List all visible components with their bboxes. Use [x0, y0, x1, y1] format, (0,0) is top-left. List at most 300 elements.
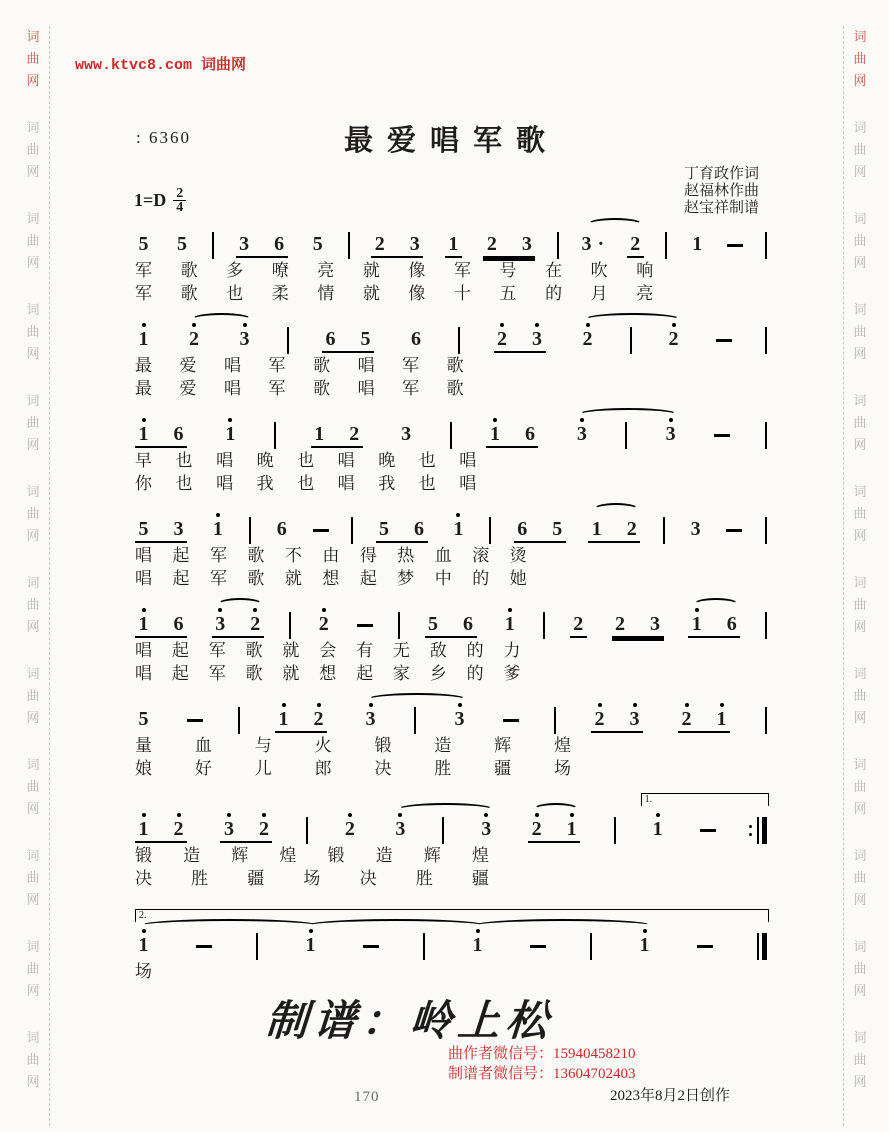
watermark-char: 网	[853, 983, 867, 998]
lyric-char: 唱	[135, 546, 152, 565]
lyric-char: 敌	[429, 641, 447, 660]
note-digit: 1	[225, 423, 236, 445]
credits-block	[684, 166, 759, 217]
note	[399, 414, 414, 446]
note-digit: 1	[138, 613, 149, 635]
note	[714, 699, 729, 731]
transcriber-credit: 赵宝祥制谱	[683, 200, 759, 216]
watermark-char: 曲	[26, 233, 40, 248]
lyric-char: 就	[362, 261, 380, 280]
watermark-char: 网	[26, 528, 40, 543]
dash-note	[714, 414, 730, 437]
lyric-char: 她	[509, 569, 527, 588]
watermark-char: 词	[26, 484, 40, 499]
note	[310, 224, 325, 256]
lyric-char: 爱	[179, 379, 197, 398]
slur-arc	[367, 693, 468, 706]
watermark-char: 曲	[853, 324, 867, 339]
lyric-char: 就	[282, 641, 300, 660]
lyrics-row	[135, 569, 527, 589]
lyric-char: 起	[359, 569, 377, 588]
slur-arc	[191, 313, 253, 326]
dash-note	[700, 809, 716, 832]
slur-arc	[693, 598, 740, 611]
watermark-char: 网	[853, 801, 867, 816]
octave-dot-slot	[142, 604, 146, 613]
lyric-char: 儿	[254, 759, 272, 778]
note	[451, 509, 466, 541]
lyric-char: 歌	[247, 569, 265, 588]
dash-note	[503, 699, 519, 722]
slur-arc	[533, 803, 580, 816]
note	[323, 319, 338, 351]
note	[136, 604, 151, 636]
watermark-group	[853, 572, 866, 638]
watermark-char: 词	[853, 302, 867, 317]
note-group	[315, 604, 332, 636]
lyric-char: 也	[226, 284, 244, 303]
note	[519, 224, 534, 256]
watermark-char: 词	[26, 939, 40, 954]
lyric-char: 歌	[247, 546, 265, 565]
watermark-char: 网	[853, 437, 867, 452]
lyrics-row	[135, 261, 653, 281]
note-digit: 2	[189, 328, 199, 350]
note-digit: 6	[173, 613, 184, 635]
note	[446, 224, 461, 256]
dash-note	[716, 319, 732, 342]
note	[571, 604, 586, 636]
lyric-char: 也	[175, 474, 193, 493]
watermark-char: 曲	[853, 779, 867, 794]
note-digit: 2	[582, 328, 593, 350]
end-barline-single	[765, 232, 767, 259]
catalog-number: : 6360	[136, 128, 191, 147]
barline	[238, 707, 240, 734]
note	[487, 414, 502, 446]
octave-dot-slot	[493, 414, 497, 423]
barline	[423, 933, 425, 960]
note-digit: 5	[552, 518, 563, 540]
note-digit: 2	[531, 818, 542, 840]
lyrics-row	[135, 474, 476, 494]
watermark-char: 曲	[26, 597, 40, 612]
note-digit: 6	[517, 518, 528, 540]
lyric-char: 歌	[313, 356, 331, 375]
lyric-char: 唱	[224, 356, 242, 375]
watermark-char: 曲	[26, 506, 40, 521]
note	[648, 604, 663, 636]
note-digit: 1	[212, 518, 223, 540]
barline	[543, 612, 545, 639]
note-group	[445, 224, 462, 258]
transcriber-wechat: 制谱者微信号：13604702403	[448, 1066, 636, 1082]
lyric-char: 唱	[216, 451, 234, 470]
watermark-group	[853, 1027, 866, 1093]
duration-dash	[716, 339, 732, 342]
lyric-char: 月	[590, 284, 608, 303]
lyric-char: 胜	[434, 759, 452, 778]
key-label: 1=D	[134, 190, 167, 210]
note-group	[371, 224, 423, 258]
notes-row	[135, 910, 767, 959]
watermark-char: 曲	[26, 961, 40, 976]
note-digit: 3	[239, 233, 250, 255]
note	[221, 809, 236, 841]
lyric-char: 无	[392, 641, 410, 660]
lyric-char: 煌	[554, 736, 572, 755]
note-digit: 2	[344, 818, 355, 840]
octave-dot	[142, 323, 146, 327]
note-group	[570, 604, 587, 638]
lyric-char: 也	[297, 474, 315, 493]
note-digit: 1	[489, 423, 500, 445]
note-digit: 2	[250, 613, 261, 635]
watermark-char: 曲	[853, 688, 867, 703]
octave-dot-slot	[685, 699, 689, 708]
lyric-char: 军	[135, 261, 152, 280]
lyric-char: 场	[135, 962, 152, 981]
duration-dash	[697, 945, 713, 948]
note-digit: 1	[504, 613, 515, 635]
lyric-char: 煌	[279, 846, 297, 865]
creation-date: 2023年8月2日创作	[610, 1088, 731, 1104]
watermark-char: 词	[26, 666, 40, 681]
watermark-char: 曲	[26, 415, 40, 430]
slur-arc	[397, 803, 495, 816]
duration-dash	[530, 945, 546, 948]
note	[358, 319, 373, 351]
lyric-char: 也	[418, 474, 436, 493]
note	[690, 224, 705, 256]
watermark-char: 网	[26, 164, 40, 179]
dash-note	[726, 509, 742, 532]
music-systems	[135, 224, 767, 997]
watermark-char: 曲	[853, 597, 867, 612]
note-digit: 6	[524, 423, 535, 445]
music-line	[135, 604, 767, 684]
watermark-char: 曲	[26, 870, 40, 885]
octave-dot	[142, 813, 146, 817]
watermark-left	[21, 26, 50, 1126]
octave-dot-slot	[228, 414, 232, 423]
octave-dot-slot	[508, 604, 512, 613]
meter-denominator: 4	[176, 200, 184, 215]
notes-row	[135, 699, 767, 733]
barline	[348, 232, 350, 259]
lyric-char: 歌	[245, 641, 263, 660]
note	[136, 319, 151, 351]
lyric-char: 疆	[471, 869, 489, 888]
lyric-char: 决	[135, 869, 152, 888]
dash-note	[727, 224, 743, 247]
lyric-char: 军	[209, 569, 227, 588]
watermark-group	[26, 754, 39, 820]
lyric-char: 就	[362, 284, 380, 303]
note-digit: 1	[138, 818, 149, 840]
note-digit: 2	[258, 818, 269, 840]
watermark-char: 词	[853, 29, 867, 44]
dash-note	[313, 509, 329, 532]
music-line	[135, 699, 767, 779]
end-barline-final	[757, 933, 767, 960]
duration-dash	[503, 719, 519, 722]
lyric-char: 唱	[135, 569, 152, 588]
end-barline-single	[765, 517, 767, 544]
duration-dash	[714, 434, 730, 437]
lyric-char: 晚	[256, 451, 274, 470]
note-digit: 2	[497, 328, 507, 350]
octave-dot-slot	[142, 414, 146, 423]
augmentation-dot: ·	[597, 233, 605, 255]
watermark-group	[853, 481, 866, 547]
lyric-char: 疆	[247, 869, 265, 888]
watermark-group	[26, 845, 39, 911]
music-line	[135, 414, 767, 494]
lyric-char: 起	[172, 569, 190, 588]
lyric-char: 军	[209, 546, 227, 565]
note-group	[135, 319, 152, 351]
note-group	[135, 224, 152, 256]
lyric-char: 歌	[446, 379, 464, 398]
note-digit: 1	[278, 708, 289, 730]
lyric-char: 唱	[357, 379, 375, 398]
note-digit: 1	[138, 328, 149, 350]
duration-dash	[363, 945, 379, 948]
watermark-char: 词	[853, 484, 867, 499]
wechat-block	[448, 1044, 636, 1084]
lyrics-row	[135, 846, 489, 866]
note-group	[309, 224, 326, 256]
watermark-char: 词	[853, 1030, 867, 1045]
note-group	[322, 319, 374, 353]
octave-dot-slot	[282, 699, 286, 708]
lyric-char: 不	[284, 546, 302, 565]
lyric-char: 我	[378, 474, 396, 493]
lyric-char: 梦	[397, 569, 415, 588]
watermark-char: 曲	[26, 142, 40, 157]
note	[316, 604, 331, 636]
note	[407, 224, 422, 256]
note	[342, 809, 357, 841]
note-digit: 2	[313, 708, 324, 730]
octave-dot	[177, 813, 181, 817]
watermark-char: 网	[26, 892, 40, 907]
note	[679, 699, 694, 731]
note	[484, 224, 499, 256]
note-digit: 1	[639, 934, 650, 956]
end-barline-single	[765, 612, 767, 639]
watermark-char: 词	[26, 302, 40, 317]
calligraphy-signature: 制谱：岭上松	[264, 999, 556, 1045]
lyric-char: 爹	[503, 664, 521, 683]
lyric-char: 家	[392, 664, 410, 683]
slur-arc	[593, 503, 640, 516]
duration-dash	[357, 624, 373, 627]
slur-arc	[217, 598, 264, 611]
lyrics-row	[135, 356, 464, 376]
note	[210, 509, 225, 541]
lyric-char: 像	[408, 284, 426, 303]
lyric-char: 与	[254, 736, 272, 755]
lyric-char: 的	[545, 284, 563, 303]
note-digit: 3	[173, 518, 184, 540]
watermark-char: 网	[26, 983, 40, 998]
octave-dot	[656, 813, 660, 817]
note-group	[514, 509, 566, 543]
dash-note	[697, 925, 713, 948]
octave-dot	[598, 703, 602, 707]
note	[136, 699, 151, 731]
note-digit: 6	[726, 613, 737, 635]
watermark-char: 网	[26, 437, 40, 452]
lyric-char: 军	[208, 664, 226, 683]
note-digit: 2	[173, 818, 184, 840]
note-group	[450, 509, 467, 541]
watermark-char: 词	[853, 848, 867, 863]
watermark-char: 词	[853, 120, 867, 135]
note-group	[494, 319, 546, 353]
note	[136, 414, 151, 446]
watermark-char: 网	[26, 73, 40, 88]
watermark-char: 词	[853, 939, 867, 954]
lyric-char: 唱	[135, 664, 152, 683]
notes-row	[135, 604, 767, 638]
barline	[458, 327, 460, 354]
slur-arc	[578, 408, 679, 421]
note	[274, 509, 289, 541]
note-digit: 6	[463, 613, 473, 635]
duration-dash	[700, 829, 716, 832]
lyric-char: 量	[135, 736, 152, 755]
barline	[212, 232, 214, 259]
barline	[289, 612, 291, 639]
lyric-char: 唱	[459, 474, 477, 493]
octave-dot	[535, 323, 539, 327]
lyric-char: 军	[402, 379, 420, 398]
notes-row	[135, 319, 767, 353]
barline	[351, 517, 353, 544]
note	[515, 509, 530, 541]
barline	[287, 327, 289, 354]
barline	[450, 422, 452, 449]
note-group	[591, 699, 643, 733]
note	[276, 699, 291, 731]
octave-dot	[262, 813, 266, 817]
watermark-char: 曲	[853, 233, 867, 248]
note-group	[273, 509, 290, 541]
lyric-char: 情	[317, 284, 335, 303]
music-line	[135, 509, 767, 589]
lyric-char: 中	[434, 569, 452, 588]
watermark-group	[853, 390, 866, 456]
watermark-char: 网	[853, 892, 867, 907]
ending-label: 2.	[139, 910, 147, 921]
lyric-char: 歌	[313, 379, 331, 398]
watermark-char: 词	[853, 393, 867, 408]
end-barline-single	[765, 707, 767, 734]
watermark-char: 网	[853, 255, 867, 270]
note-group	[135, 414, 187, 448]
watermark-group	[26, 299, 39, 365]
site-link[interactable]: www.ktvc8.com 词曲网	[75, 57, 247, 74]
note-digit: 2	[630, 233, 641, 255]
note-digit: 3	[665, 423, 676, 445]
note-digit: 3	[223, 818, 234, 840]
watermark-group	[26, 663, 39, 729]
watermark-group	[26, 572, 39, 638]
lyric-char: 锻	[135, 846, 152, 865]
note-digit: 2	[626, 518, 637, 540]
lyric-char: 造	[434, 736, 452, 755]
ending-bracket	[135, 909, 769, 922]
lyric-char: 亮	[636, 284, 654, 303]
note-digit: 2	[573, 613, 584, 635]
watermark-char: 网	[26, 255, 40, 270]
lyric-char: 起	[172, 546, 190, 565]
watermark-char: 词	[26, 575, 40, 590]
lyric-char: 胜	[191, 869, 209, 888]
note-group	[135, 509, 187, 543]
barline	[414, 707, 416, 734]
lyric-char: 热	[397, 546, 415, 565]
music-line	[135, 910, 767, 982]
notes-row	[135, 509, 767, 543]
lyric-char: 疆	[494, 759, 512, 778]
octave-dot	[142, 418, 146, 422]
octave-dot	[500, 323, 504, 327]
watermark-char: 曲	[853, 506, 867, 521]
note-digit: 3	[629, 708, 640, 730]
note-digit: 1	[652, 818, 663, 840]
watermark-char: 曲	[853, 961, 867, 976]
lyricist-credit: 丁育政作词	[683, 166, 759, 182]
octave-dot	[348, 813, 352, 817]
note-digit: 5	[379, 518, 390, 540]
watermark-char: 词	[26, 757, 40, 772]
lyrics-row	[135, 736, 571, 756]
note-digit: 5	[428, 613, 438, 635]
lyric-char: 锻	[374, 736, 392, 755]
note-group	[275, 699, 327, 733]
note	[237, 224, 252, 256]
note-digit: 6	[276, 518, 287, 540]
lyric-char: 的	[466, 664, 484, 683]
octave-dot-slot	[317, 699, 321, 708]
notes-row	[135, 794, 767, 843]
watermark-char: 网	[853, 346, 867, 361]
watermark-char: 曲	[26, 688, 40, 703]
lyric-char: 娘	[135, 759, 152, 778]
octave-dot	[282, 703, 286, 707]
lyrics-row	[135, 869, 489, 889]
octave-dot-slot	[227, 809, 231, 818]
octave-dot-slot	[322, 604, 326, 613]
note-digit: 5	[138, 518, 149, 540]
octave-dot	[720, 703, 724, 707]
octave-dot	[322, 608, 326, 612]
watermark-group	[26, 390, 39, 456]
duration-dash	[187, 719, 203, 722]
lyric-char: 起	[171, 641, 189, 660]
watermark-char: 曲	[853, 51, 867, 66]
lyric-char: 力	[503, 641, 521, 660]
lyric-char: 歌	[180, 284, 198, 303]
lyric-char: 也	[175, 451, 193, 470]
lyric-char: 最	[135, 356, 152, 375]
note-digit: 1	[591, 518, 602, 540]
barline	[665, 232, 667, 259]
